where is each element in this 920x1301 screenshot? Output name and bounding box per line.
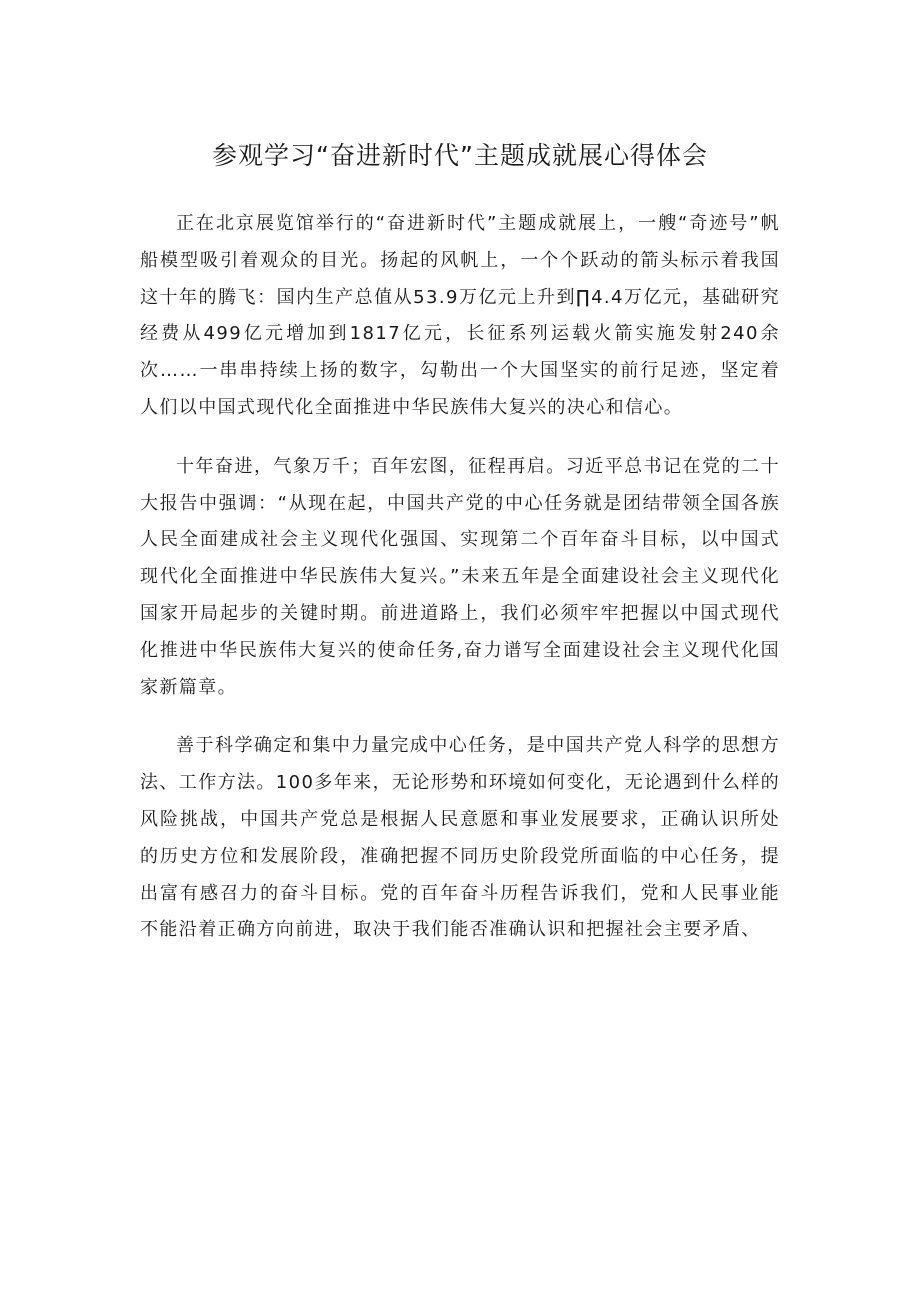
paragraph-1: 正在北京展览馆举行的“奋进新时代”主题成就展上，一艘“奇迹号”帆船模型吸引着观众的目光。扬起的风帆上，一个个跃动的箭头标示着我国这十年的腾飞：国内生产总值从53.9万亿元上升到∏4.4万亿元，基础研究经费从499亿元增加到1817亿元，长征系列运载火箭实施发射240余次……一串串持续上扬的数字，勾勒出一个大国坚实的前行足迹，坚定着人们以中国式现代化全面推进中华民族伟大复兴的决心和信心。: [140, 213, 780, 418]
document-body: [140, 206, 780, 971]
paragraph-3: 善于科学确定和集中力量完成中心任务，是中国共产党人科学的思想方法、工作方法。100多年来，无论形势和环境如何变化，无论遇到什么样的风险挑战，中国共产党总是根据人民意愿和事业发展要求，正确认识所处的历史方位和发展阶段，准确把握不同历史阶段党所面临的中心任务，提出富有感召力的奋斗目标。党的百年奋斗历程告诉我们，党和人民事业能不能沿着正确方向前进，取决于我们能否准确认识和把握社会主要矛盾、: [140, 735, 780, 941]
document-title: 参观学习“奋进新时代”主题成就展心得体会: [212, 141, 708, 170]
paragraph-2: 十年奋进，气象万千；百年宏图，征程再启。习近平总书记在党的二十大报告中强调：“从现在起，中国共产党的中心任务就是团结带领全国各族人民全面建成社会主义现代化强国、实现第二个百年奋斗目标，以中国式现代化全面推进中华民族伟大复兴。”未来五年是全面建设社会主义现代化国家开局起步的关键时期。前进道路上，我们必须牢牢把握以中国式现代化推进中华民族伟大复兴的使命任务,奋力谱写全面建设社会主义现代化国家新篇章。: [140, 455, 780, 698]
